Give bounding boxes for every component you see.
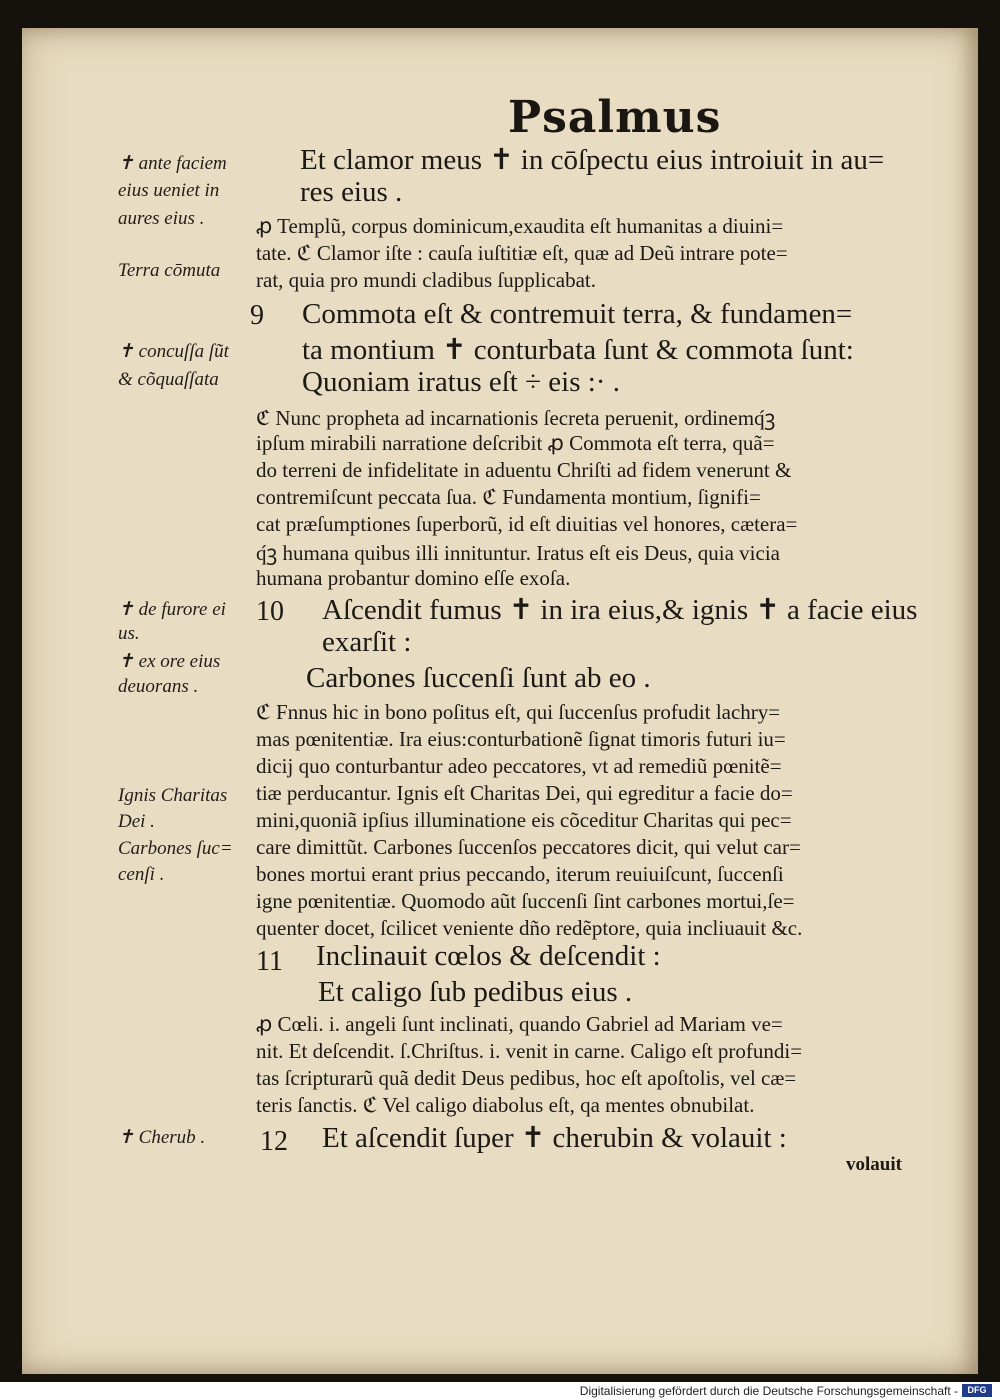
commentary-line: do terreni de infidelitate in aduentu Chriſti ad fidem venerunt & [256, 458, 792, 482]
verse-line: Et aſcendit ſuper ✝ cherubin & volauit : [322, 1122, 787, 1154]
verse-line: Quoniam iratus eſt ÷ eis :· . [302, 366, 620, 398]
verse-line: Commota eſt & contremuit terra, & fundamen= [302, 298, 853, 330]
margin-note: ✝ ex ore eius [118, 651, 221, 672]
commentary-line: rat, quia pro mundi cladibus ſupplicabat. [256, 268, 596, 292]
verse-number: 10 [256, 596, 284, 627]
verse-line: Inclinauit cœlos & deſcendit : [316, 940, 661, 972]
commentary-line: ℭ Nunc propheta ad incarnationis ſecreta peruenit, ordinemq́ꝫ [256, 406, 776, 430]
margin-note: ✝ ante faciem [118, 153, 227, 174]
margin-note: us. [118, 623, 140, 644]
verse-number: 9 [250, 300, 264, 331]
verse-line: Et caligo ſub pedibus eius . [318, 976, 633, 1008]
margin-note: cenſi . [118, 864, 165, 885]
margin-note: Carbones ſuc= [118, 838, 233, 859]
verse-line: Carbones ſuccenſi ſunt ab eo . [306, 662, 651, 694]
verse-line: ta montium ✝ conturbata ſunt & commota ſunt: [302, 334, 854, 366]
catchword: volauit [846, 1154, 902, 1175]
verse-line: exarſit : [322, 626, 412, 658]
margin-note: ✝ concuſſa ſũt [118, 341, 229, 362]
commentary-line: quenter docet, ſcilicet veniente dño redẽptore, quia incliuauit &c. [256, 916, 803, 940]
verse-number: 11 [256, 946, 283, 977]
margin-note: ✝ Cherub . [118, 1127, 206, 1148]
verse-line: Et clamor meus ✝ in cōſpectu eius introiuit in au= [300, 144, 885, 176]
commentary-line: humana probantur domino eſſe exoſa. [256, 566, 571, 590]
commentary-line: ipſum mirabili narratione deſcribit ꝓ Commota eſt terra, quã= [256, 431, 775, 455]
commentary-line: ꝓ Templũ, corpus dominicum,exaudita eſt humanitas a diuini= [256, 214, 784, 238]
commentary-line: dicij quo conturbantur adeo peccatores, vt ad remediũ pœnitẽ= [256, 754, 782, 778]
commentary-line: contremiſcunt peccata ſua. ℭ Fundamenta montium, ſignifi= [256, 485, 761, 509]
margin-note: ✝ de furore ei [118, 599, 226, 620]
commentary-line: ꝓ Cœli. i. angeli ſunt inclinati, quando Gabriel ad Mariam ve= [256, 1012, 783, 1036]
commentary-line: bones mortui erant prius peccando, iterum reuiuiſcunt, ſuccenſi [256, 862, 784, 886]
commentary-line: teris ſanctis. ℭ Vel caligo diabolus eſt, qa mentes obnubilat. [256, 1093, 755, 1117]
verse-line: Aſcendit fumus ✝ in ira eius,& ignis ✝ a facie eius [322, 594, 918, 626]
commentary-line: mini,quoniã ipſius illuminatione eis cõceditur Charitas qui pec= [256, 808, 792, 832]
commentary-line: q́ꝫ humana quibus illi innituntur. Iratus eſt eis Deus, quia vicia [256, 541, 780, 565]
margin-note: Ignis Charitas [118, 785, 228, 806]
commentary-line: care dimittũt. Carbones ſuccenſos peccatores dicit, qui velut car= [256, 835, 801, 859]
dfg-logo-icon: DFG [962, 1384, 992, 1397]
verse-number: 12 [260, 1126, 288, 1157]
commentary-line: nit. Et deſcendit. ſ.Chriſtus. i. venit in carne. Caligo eſt profundi= [256, 1039, 803, 1063]
margin-note: Dei . [118, 811, 155, 832]
commentary-line: tiæ perducantur. Ignis eſt Charitas Dei, qui egreditur a facie do= [256, 781, 793, 805]
commentary-line: mas pœnitentiæ. Ira eius:conturbationẽ ſignat timoris futuri iu= [256, 727, 786, 751]
margin-note: deuorans . [118, 676, 199, 697]
funding-credit: Digitalisierung gefördert durch die Deutsche Forschungsgemeinschaft - [579, 1384, 958, 1398]
commentary-line: tas ſcripturarũ quã dedit Deus pedibus, hoc eſt apoſtolis, vel cæ= [256, 1066, 797, 1090]
commentary-line: cat præſumptiones ſuperborũ, id eſt diuitias vel honores, cætera= [256, 512, 798, 536]
margin-note: eius ueniet in [118, 180, 220, 201]
verse-line: res eius . [300, 176, 403, 208]
margin-note: & cõquaſſata [118, 369, 219, 390]
commentary-line: igne pœnitentiæ. Quomodo aũt ſuccenſi ſint carbones mortui,ſe= [256, 889, 795, 913]
margin-note: Terra cōmuta [118, 260, 221, 281]
commentary-line: ℭ Fnnus hic in bono poſitus eſt, qui ſuccenſus profudit lachry= [256, 700, 781, 724]
commentary-line: tate. ℭ Clamor iſte : cauſa iuſtitiæ eſt, quæ ad Deũ intrare pote= [256, 241, 788, 265]
margin-note: aures eius . [118, 208, 205, 229]
running-head: Psalmus [508, 92, 722, 143]
